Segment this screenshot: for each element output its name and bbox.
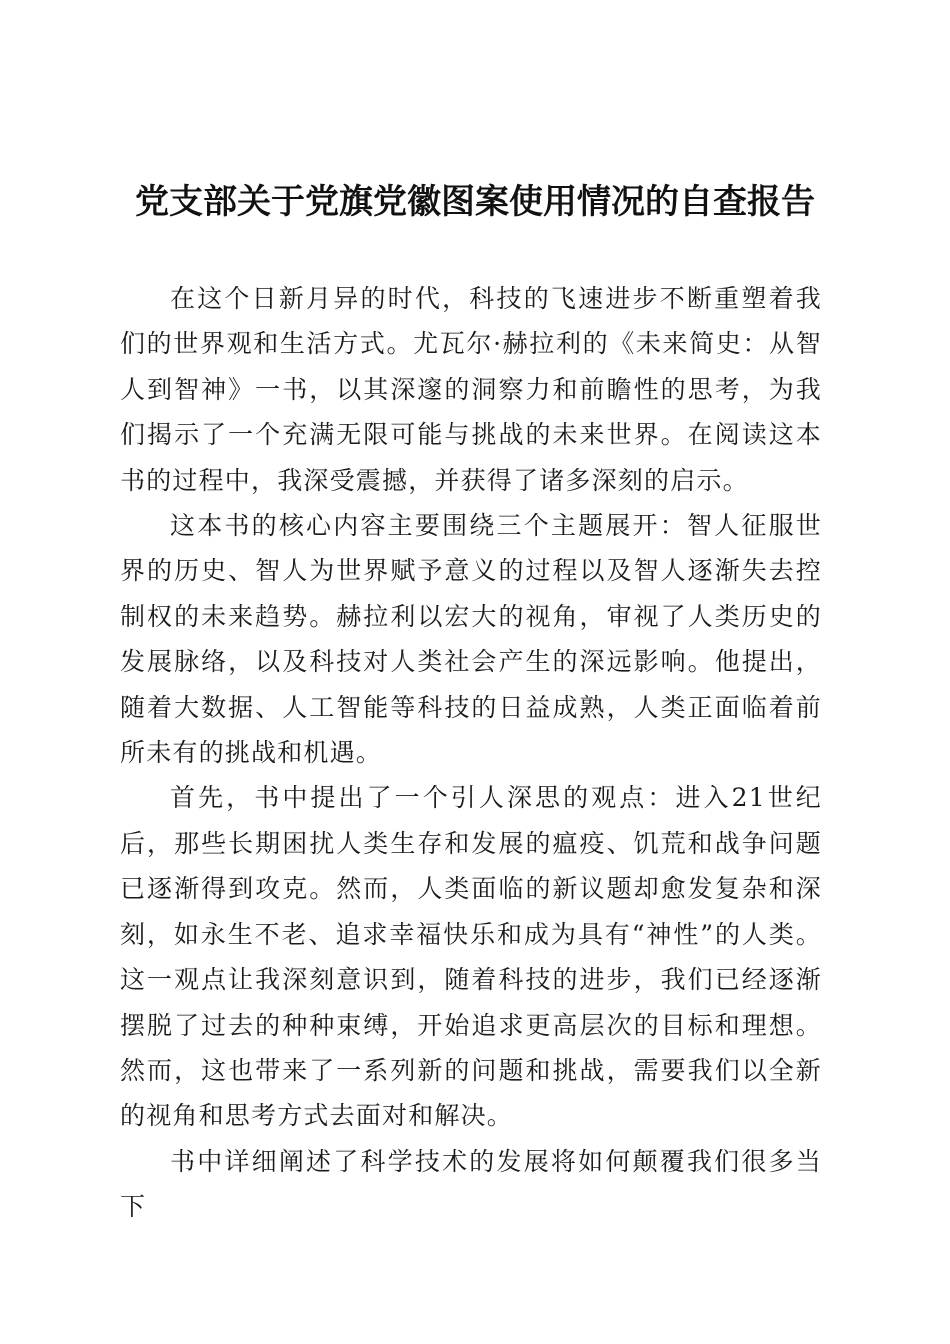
paragraph-3: 首先，书中提出了一个引人深思的观点：进入21世纪后，那些长期困扰人类生存和发展的瘟疫、饥荒和战争问题已逐渐得到攻克。然而，人类面临的新议题却愈发复杂和深刻，如永生不老、追求幸福快乐和成为具有“神性”的人类。这一观点让我深刻意识到，随着科技的进步，我们已经逐渐摆脱了过去的种种束缚，开始追求更高层次的目标和理想。然而，这也带来了一系列新的问题和挑战，需要我们以全新的视角和思考方式去面对和解决。 (120, 783, 822, 1131)
paragraph-4: 书中详细阐述了科学技术的发展将如何颠覆我们很多当下 (120, 1146, 822, 1222)
document-body (120, 276, 822, 1230)
paragraph-1: 在这个日新月异的时代，科技的飞速进步不断重塑着我们的世界观和生活方式。尤瓦尔·赫拉利的《未来简史：从智人到智神》一书，以其深邃的洞察力和前瞻性的思考，为我们揭示了一个充满无限可能与挑战的未来世界。在阅读这本书的过程中，我深受震撼，并获得了诸多深刻的启示。 (120, 284, 822, 495)
document-title: 党支部关于党旗党徽图案使用情况的自查报告 (135, 182, 815, 222)
paragraph-2: 这本书的核心内容主要围绕三个主题展开：智人征服世界的历史、智人为世界赋予意义的过程以及智人逐渐失去控制权的未来趋势。赫拉利以宏大的视角，审视了人类历史的发展脉络，以及科技对人类社会产生的深远影响。他提出，随着大数据、人工智能等科技的日益成熟，人类正面临着前所未有的挑战和机遇。 (120, 511, 822, 768)
